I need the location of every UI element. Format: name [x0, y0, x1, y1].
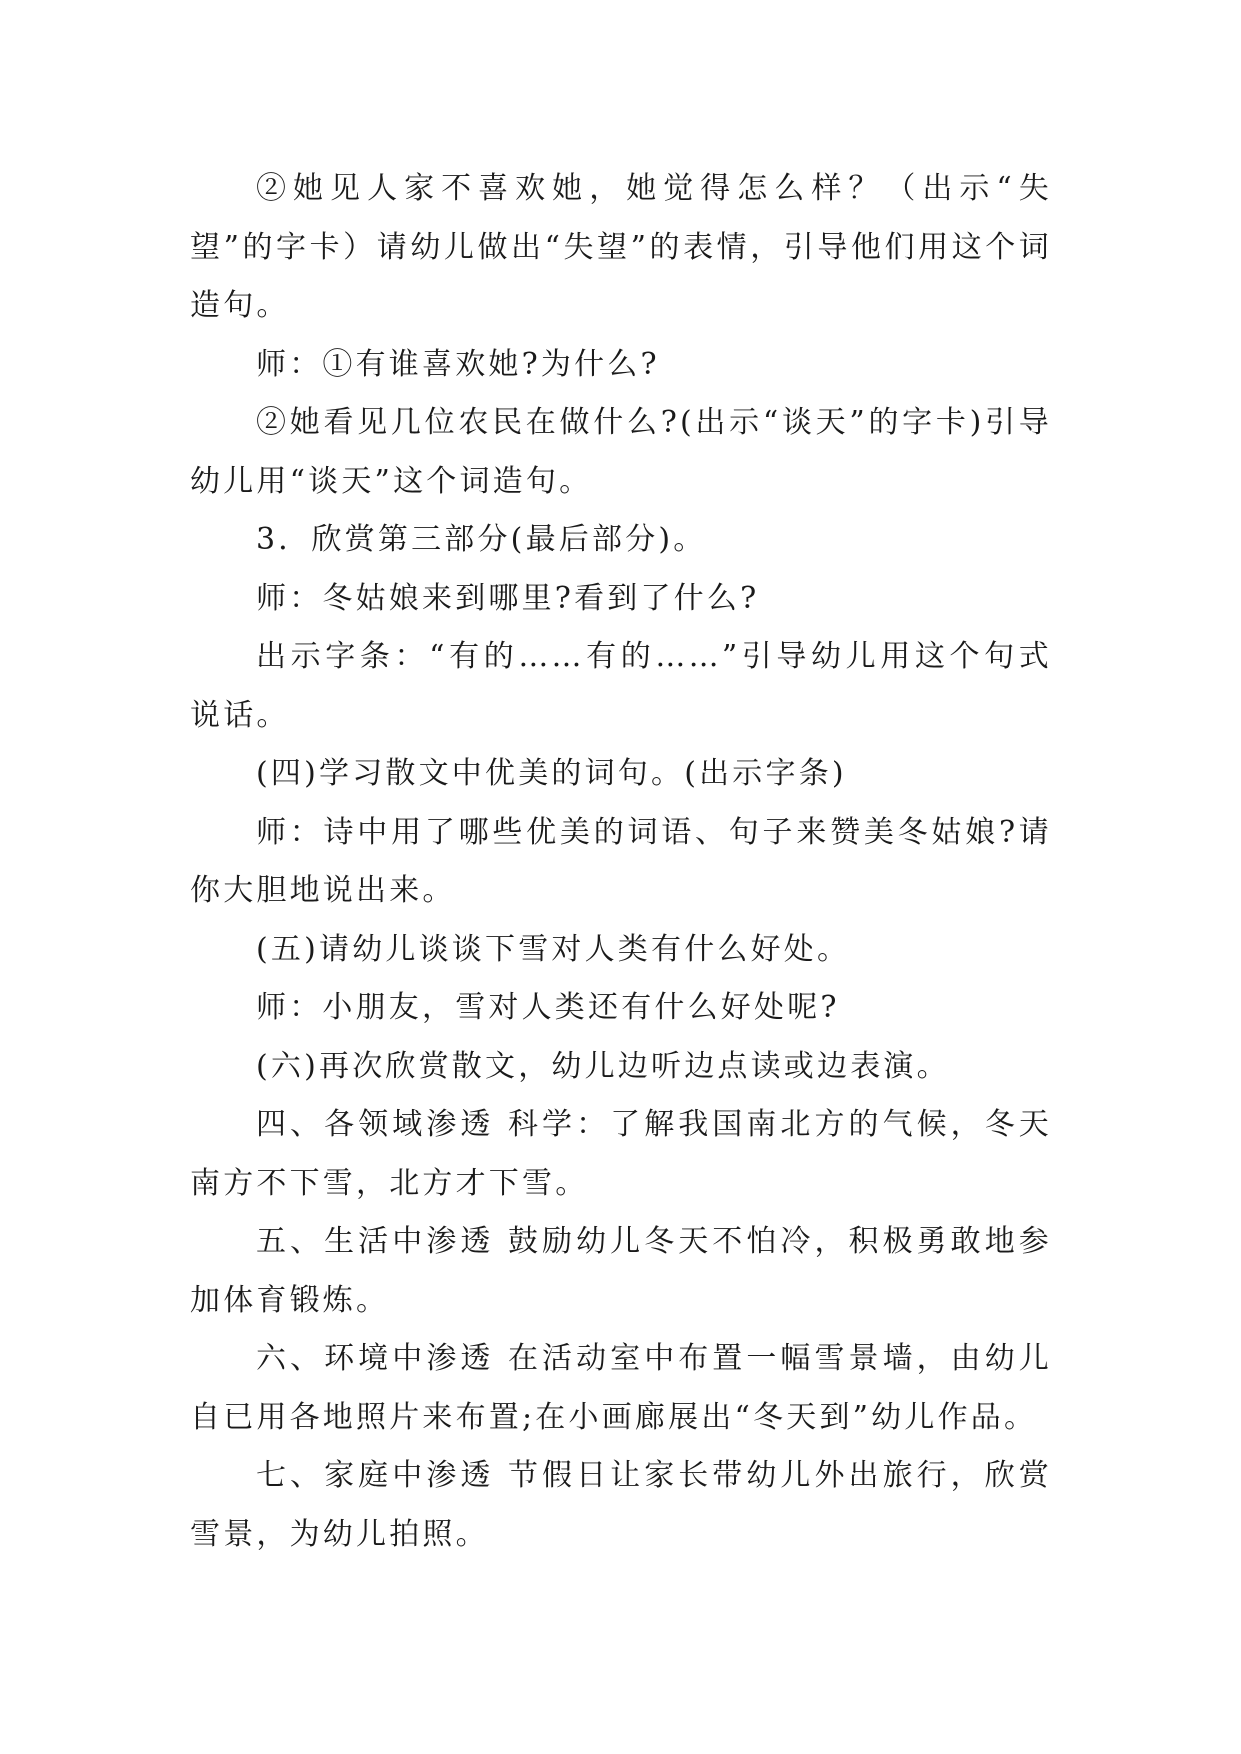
- paragraph-environment: 六、环境中渗透 在活动室中布置一幅雪景墙，由幼儿自已用各地照片来布置;在小画廊展出“冬天到”幼儿作品。: [190, 1341, 1052, 1435]
- paragraph-snow-benefits: 师：小朋友，雪对人类还有什么好处呢?: [256, 990, 840, 1025]
- paragraph-beautiful-words: 师：诗中用了哪些优美的词语、句子来赞美冬姑娘?请你大胆地说出来。: [190, 814, 1052, 908]
- paragraph-science-field: 四、各领域渗透 科学：了解我国南北方的气候，冬天南方不下雪，北方才下雪。: [190, 1107, 1052, 1201]
- paragraph-farmers-chatting: ②她看见几位农民在做什么?(出示“谈天”的字卡)引导幼儿用“谈天”这个词造句。: [190, 405, 1052, 499]
- paragraph-family: 七、家庭中渗透 节假日让家长带幼儿外出旅行，欣赏雪景，为幼儿拍照。: [190, 1458, 1052, 1552]
- paragraph-where-winter-girl: 师：冬姑娘来到哪里?看到了什么?: [256, 580, 760, 616]
- paragraph-section-four: (四)学习散文中优美的词句。(出示字条): [256, 756, 847, 791]
- paragraph-section-five: (五)请幼儿谈谈下雪对人类有什么好处。: [256, 931, 851, 967]
- paragraph-sentence-pattern: 出示字条：“有的……有的……”引导幼儿用这个句式说话。: [190, 639, 1052, 733]
- document-body: [190, 160, 1052, 1564]
- paragraph-daily-life: 五、生活中渗透 鼓励幼儿冬天不怕冷，积极勇敢地参加体育锻炼。: [190, 1224, 1052, 1318]
- paragraph-disappointed-question: ②她见人家不喜欢她，她觉得怎么样？（出示“失望”的字卡）请幼儿做出“失望”的表情，引导他们用这个词造句。: [190, 171, 1052, 323]
- paragraph-part-three-heading: 3．欣赏第三部分(最后部分)。: [256, 522, 707, 557]
- paragraph-who-likes-her: 师：①有谁喜欢她?为什么?: [256, 346, 660, 382]
- paragraph-section-six: (六)再次欣赏散文，幼儿边听边点读或边表演。: [256, 1048, 950, 1084]
